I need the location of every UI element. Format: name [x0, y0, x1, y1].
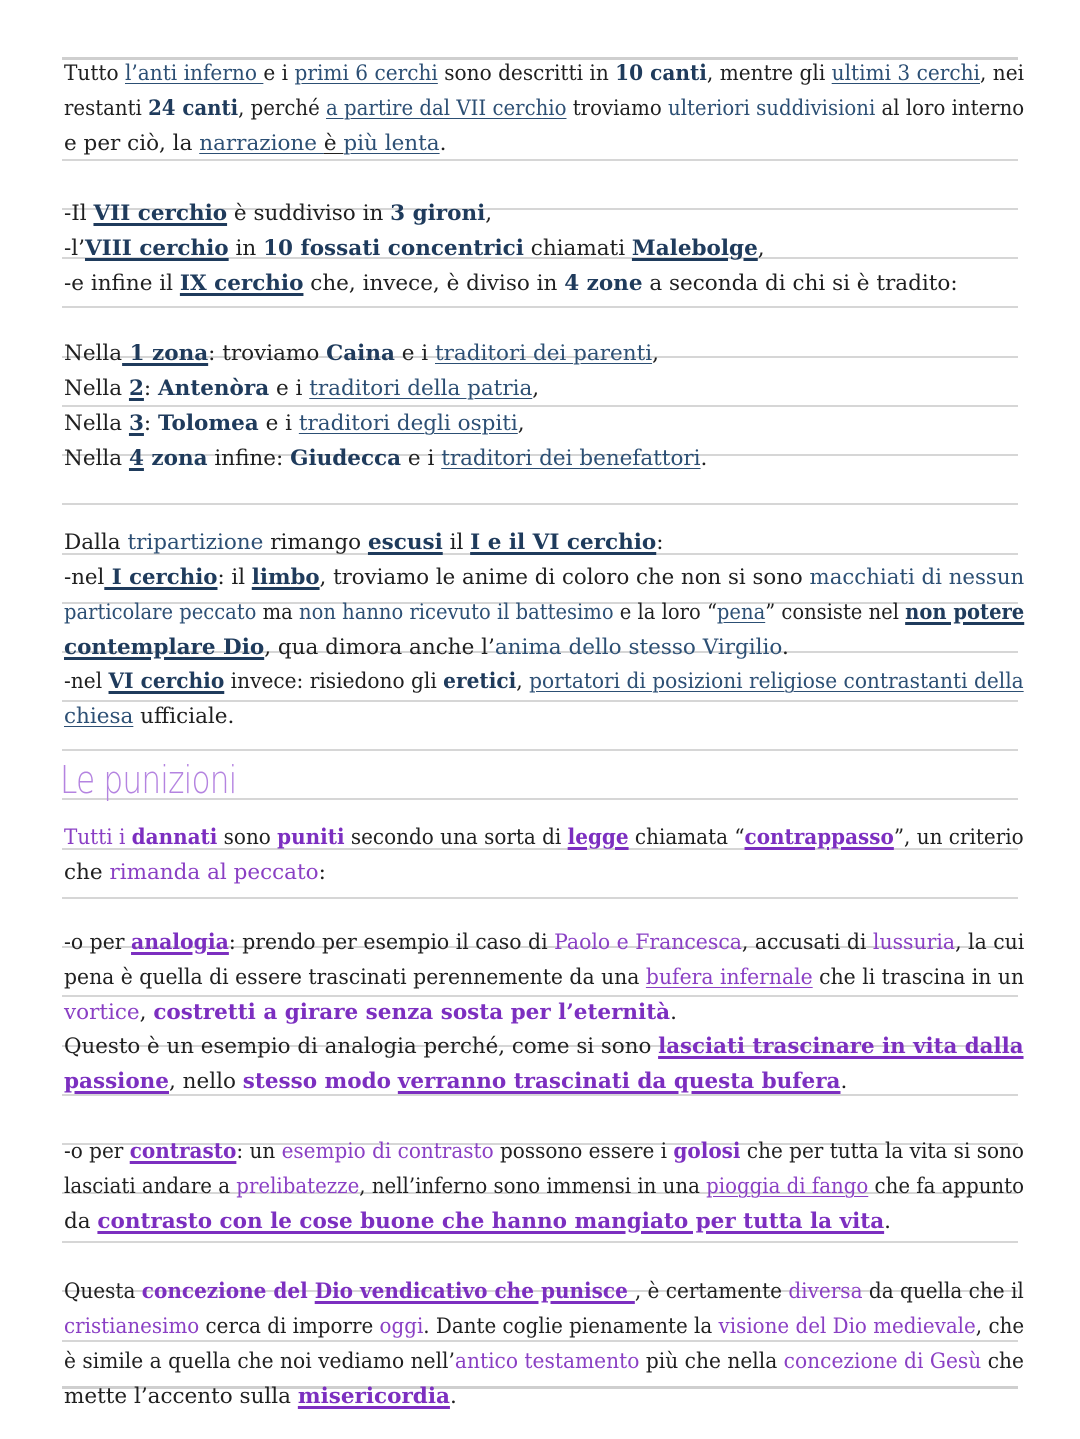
paragraph-line: Dalla tripartizione rimango escusi il I e il VI cerchio: — [64, 530, 664, 555]
paragraph-line: cristianesimo cerca di imporre oggi. Dante coglie pienamente la visione del Dio medievale, che — [64, 1314, 1025, 1339]
ruled-line — [62, 897, 1018, 899]
paragraph-line: mette l’accento sulla misericordia. — [64, 1384, 457, 1409]
list-item: Nella 3: Tolomea e i traditori degli ospiti, — [64, 411, 525, 436]
paragraph-line: passione, nello stesso modo verranno trascinati da questa bufera. — [64, 1069, 848, 1094]
ruled-line — [62, 1241, 1018, 1243]
list-item: -e infine il IX cerchio che, invece, è diviso in 4 zone a seconda di chi si è tradito: — [64, 271, 958, 296]
paragraph-line: è simile a quella che noi vediamo nell’antico testamento più che nella concezione di Gesù che — [64, 1349, 1024, 1374]
paragraph-line: -o per contrasto: un esempio di contrasto possono essere i golosi che per tutta la vita si sono — [64, 1139, 1024, 1164]
list-item: -l’VIII cerchio in 10 fossati concentrici chiamati Malebolge, — [64, 236, 765, 261]
list-item: Nella 4 zona infine: Giudecca e i traditori dei benefattori. — [64, 446, 708, 471]
ruled-line — [62, 306, 1018, 308]
paragraph-line: e per ciò, la narrazione è più lenta. — [64, 131, 447, 156]
paragraph-line: restanti 24 canti, perché a partire dal VII cerchio troviamo ulteriori suddivisioni al loro interno — [64, 96, 1025, 121]
paragraph-line: Questa concezione del Dio vendicativo che punisce , è certamente diversa da quella che il — [64, 1279, 1024, 1304]
section-heading: Le punizioni — [60, 758, 237, 802]
paragraph-line: Tutto l’anti inferno e i primi 6 cerchi sono descritti in 10 canti, mentre gli ultimi 3 cerchi, nei — [64, 61, 1025, 86]
paragraph-line: pena è quella di essere trascinati perennemente da una bufera infernale che li trascina in un — [64, 965, 1025, 990]
paragraph-line: che rimanda al peccato: — [64, 860, 326, 885]
paragraph-line: -nel I cerchio: il limbo, troviamo le anime di coloro che non si sono macchiati di nessun — [64, 565, 1025, 590]
paragraph-line: particolare peccato ma non hanno ricevuto il battesimo e la loro “pena” consiste nel non potere — [64, 600, 1025, 625]
paragraph-line: vortice, costretti a girare senza sosta per l’eternità. — [64, 1000, 677, 1025]
ruled-line — [62, 700, 1018, 702]
paragraph-line: da contrasto con le cose buone che hanno mangiato per tutta la vita. — [64, 1209, 891, 1234]
paragraph-line: contemplare Dio, qua dimora anche l’anima dello stesso Virgilio. — [64, 635, 789, 660]
paragraph-line: Questo è un esempio di analogia perché, come si sono lasciati trascinare in vita dalla — [64, 1034, 1024, 1059]
ruled-line — [62, 995, 1018, 997]
paragraph-line: chiesa ufficiale. — [64, 704, 235, 729]
list-item: -Il VII cerchio è suddiviso in 3 gironi, — [64, 201, 493, 226]
list-item: Nella 2: Antenòra e i traditori della patria, — [64, 376, 540, 401]
list-item: Nella 1 zona: troviamo Caina e i traditori dei parenti, — [64, 341, 659, 366]
paragraph-line: Tutti i dannati sono puniti secondo una sorta di legge chiamata “contrappasso”, un criterio — [64, 825, 1024, 850]
ruled-line — [62, 159, 1018, 161]
ruled-line — [62, 405, 1018, 407]
paragraph-line: lasciati andare a prelibatezze, nell’inferno sono immensi in una pioggia di fango che fa appunto — [64, 1174, 1024, 1199]
paragraph-line: -o per analogia: prendo per esempio il caso di Paolo e Francesca, accusati di lussuria, la cui — [64, 930, 1025, 955]
ruled-line — [62, 503, 1018, 505]
ruled-line — [62, 749, 1018, 751]
paragraph-line: -nel VI cerchio invece: risiedono gli eretici, portatori di posizioni religiose contrastanti della — [64, 669, 1024, 694]
